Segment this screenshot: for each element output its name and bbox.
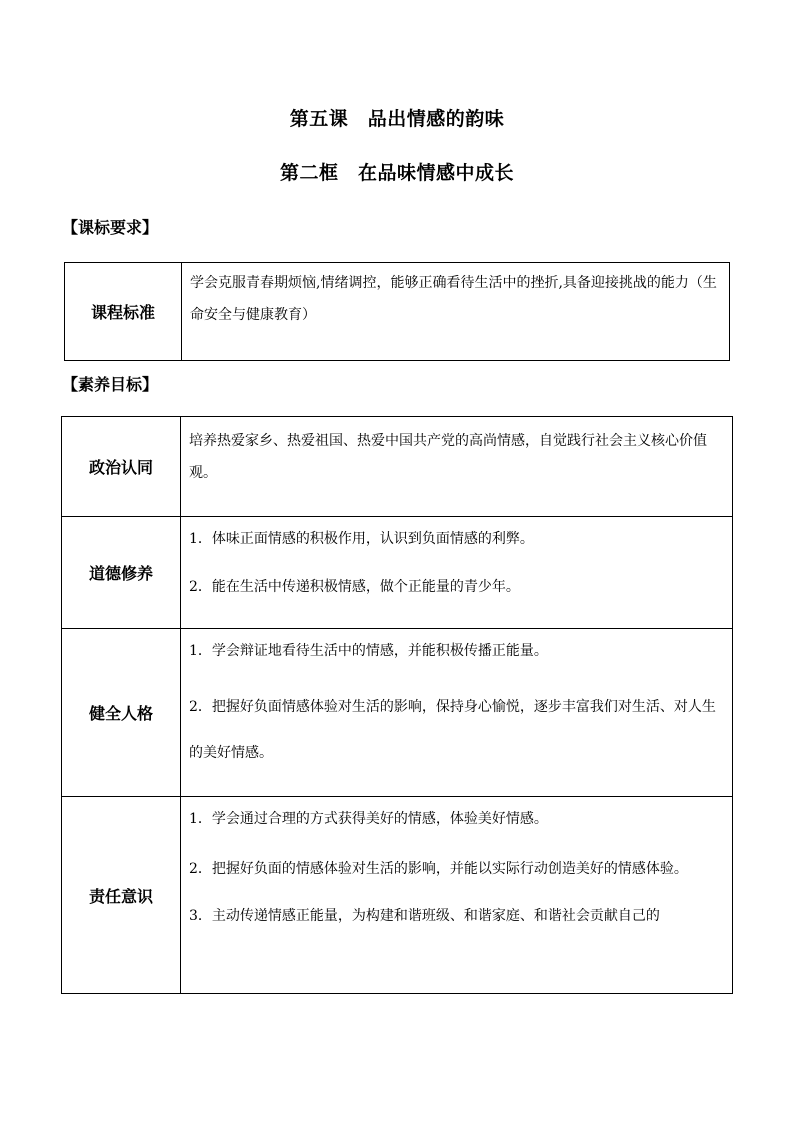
literacy-table xyxy=(61,416,733,994)
row-label-morality: 道德修养 xyxy=(62,517,181,629)
table-row xyxy=(62,629,733,797)
curriculum-text: 学会克服青春期烦恼,情绪调控，能够正确看待生活中的挫折,具备迎接挑战的能力（生命安全与健康教育） xyxy=(190,275,717,323)
literacy-heading: 【素养目标】 xyxy=(62,375,159,394)
row-label-personality: 健全人格 xyxy=(62,629,181,797)
row-content-political xyxy=(181,417,733,517)
list-item: 2．把握好负面情感体验对生活的影响，保持身心愉悦，逐步丰富我们对生活、对人生的美好情感。 xyxy=(189,699,716,761)
row-label-political: 政治认同 xyxy=(62,417,181,517)
curriculum-label: 课程标准 xyxy=(65,263,182,361)
list-item: 培养热爱家乡、热爱祖国、热爱中国共产党的高尚情感，自觉践行社会主义核心价值观。 xyxy=(189,433,707,481)
row-content-morality xyxy=(181,517,733,629)
list-item: 2．把握好负面的情感体验对生活的影响，并能以实际行动创造美好的情感体验。 xyxy=(189,861,688,877)
table-row xyxy=(62,517,733,629)
table-row xyxy=(65,263,730,361)
row-label-responsibility: 责任意识 xyxy=(62,797,181,994)
list-item: 3．主动传递情感正能量，为构建和谐班级、和谐家庭、和谐社会贡献自己的 xyxy=(189,908,660,924)
curriculum-heading: 【课标要求】 xyxy=(62,218,159,237)
list-item: 2．能在生活中传递积极情感，做个正能量的青少年。 xyxy=(189,579,520,595)
row-content-clip xyxy=(189,799,726,982)
list-item: 1．体味正面情感的积极作用，认识到负面情感的利弊。 xyxy=(189,531,534,547)
curriculum-content xyxy=(182,263,730,361)
curriculum-table xyxy=(64,262,730,361)
table-row xyxy=(62,797,733,994)
section-title: 第二框 在品味情感中成长 xyxy=(279,162,514,184)
row-content-personality xyxy=(181,629,733,797)
row-content-responsibility xyxy=(181,797,733,994)
list-item: 1．学会辩证地看待生活中的情感，并能积极传播正能量。 xyxy=(189,643,548,659)
list-item: 1．学会通过合理的方式获得美好的情感，体验美好情感。 xyxy=(189,811,548,827)
table-row xyxy=(62,417,733,517)
lesson-title: 第五课 品出情感的韵味 xyxy=(289,108,505,130)
